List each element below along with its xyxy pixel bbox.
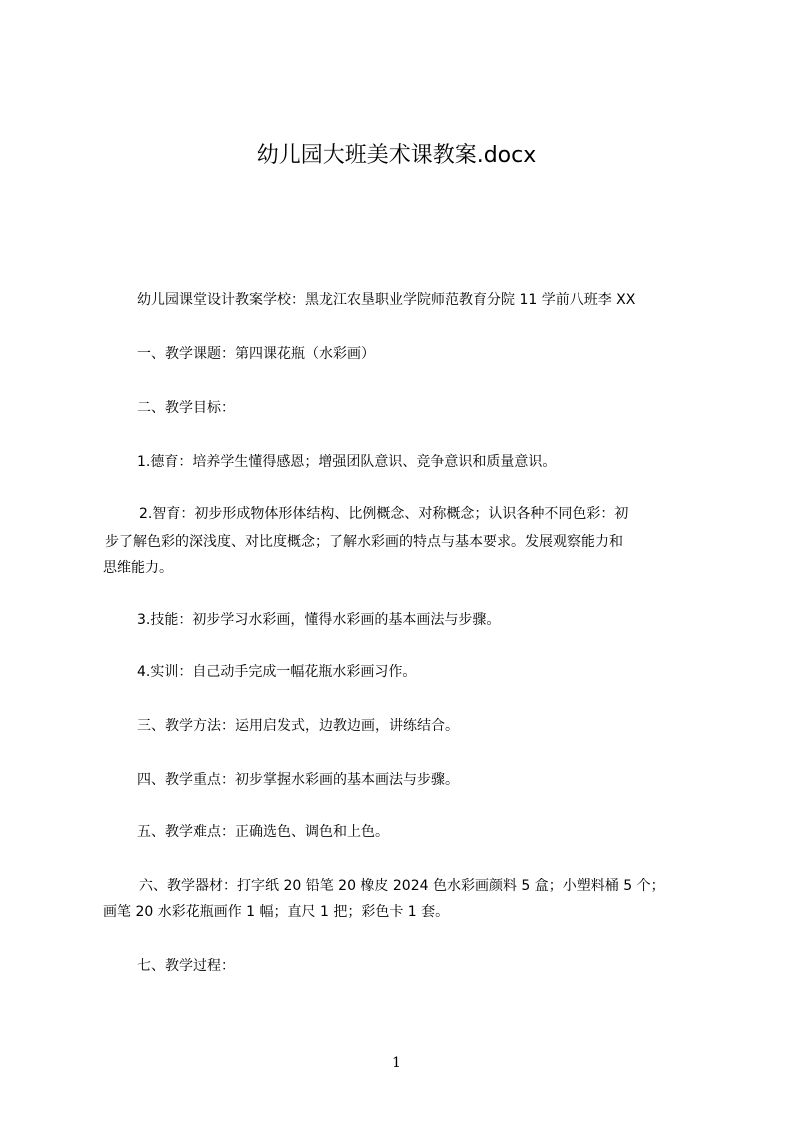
paragraph-school-info: 幼儿园课堂设计教案学校：黑龙江农垦职业学院师范教育分院 11 学前八班李 XX — [137, 292, 636, 308]
paragraph-lesson-topic: 一、教学课题：第四课花瓶（水彩画） — [137, 346, 375, 362]
paragraph-intellectual-line2: 步了解色彩的深浅度、对比度概念；了解水彩画的特点与基本要求。发展观察能力和 — [105, 534, 623, 550]
paragraph-key-points: 四、教学重点：初步掌握水彩画的基本画法与步骤。 — [137, 772, 459, 788]
paragraph-difficulties: 五、教学难点：正确选色、调色和上色。 — [137, 824, 389, 840]
paragraph-materials-line2: 画笔 20 水彩花瓶画作 1 幅；直尺 1 把；彩色卡 1 套。 — [103, 904, 450, 920]
paragraph-teaching-process: 七、教学过程： — [137, 958, 235, 974]
page-number: 1 — [392, 1055, 401, 1071]
document-title: 幼儿园大班美术课教案.docx — [256, 143, 537, 168]
paragraph-intellectual-line3: 思维能力。 — [103, 560, 173, 576]
paragraph-teaching-methods: 三、教学方法：运用启发式，边教边画，讲练结合。 — [137, 718, 459, 734]
paragraph-moral-education: 1.德育：培养学生懂得感恩；增强团队意识、竞争意识和质量意识。 — [137, 454, 557, 470]
paragraph-intellectual-line1: 2.智育：初步形成物体形体结构、比例概念、对称概念；认识各种不同色彩：初 — [139, 506, 629, 522]
paragraph-practice: 4.实训：自己动手完成一幅花瓶水彩画习作。 — [137, 664, 417, 680]
paragraph-skills: 3.技能：初步学习水彩画，懂得水彩画的基本画法与步骤。 — [137, 612, 501, 628]
paragraph-objectives-heading: 二、教学目标： — [137, 400, 235, 416]
paragraph-materials-line1: 六、教学器材：打字纸 20 铅笔 20 橡皮 2024 色水彩画颜料 5 盒；小塑料桶 5 个； — [139, 878, 665, 894]
